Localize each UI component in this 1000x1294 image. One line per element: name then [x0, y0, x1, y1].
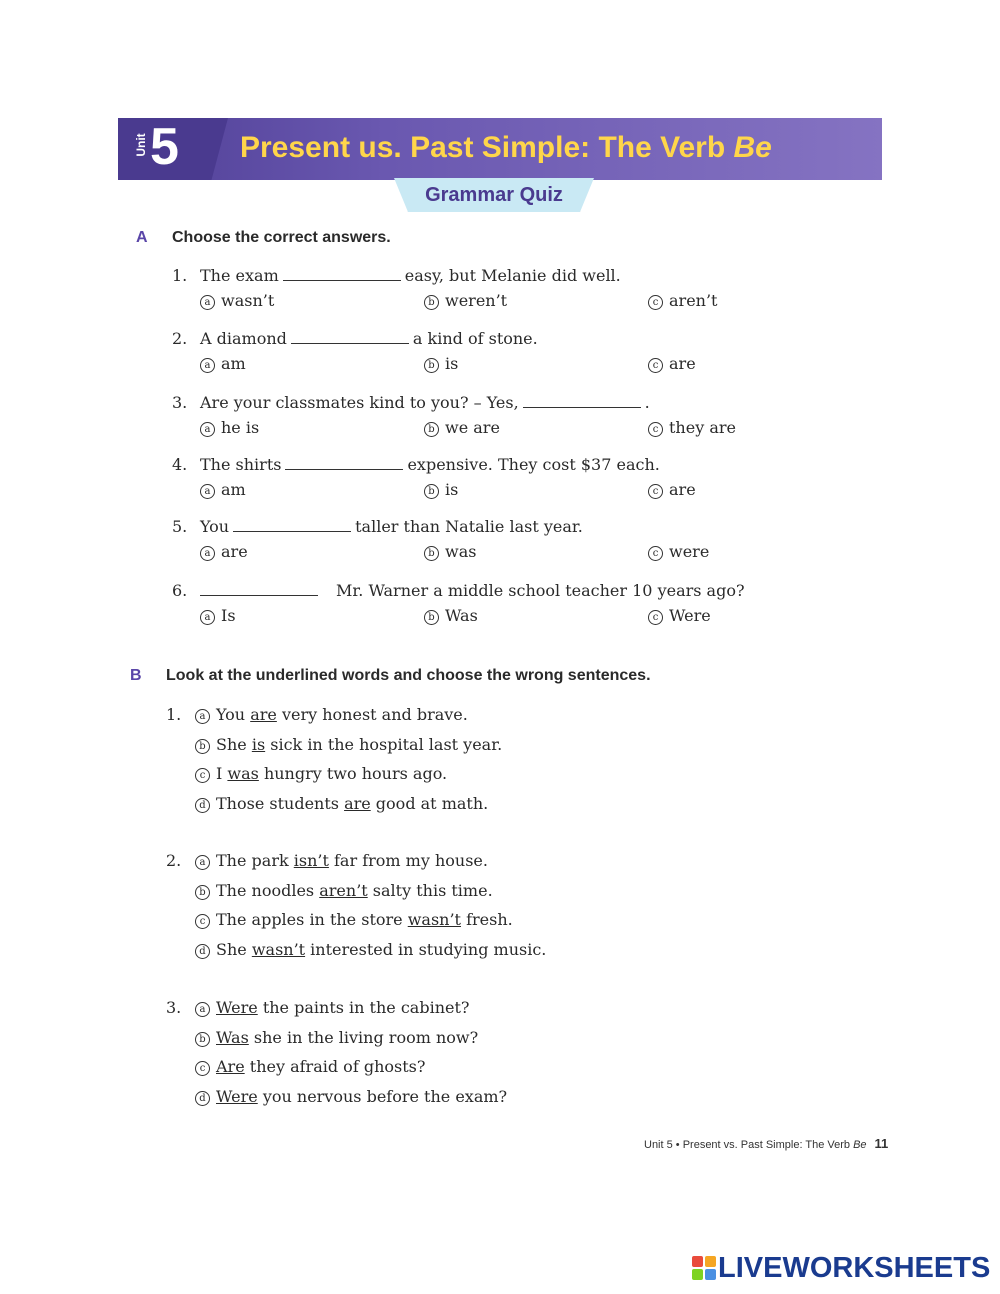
option-text: is [445, 480, 459, 499]
sentence-text: the paints in the cabinet? [257, 998, 470, 1017]
option-c [648, 605, 711, 627]
question-b-number: 1. [166, 705, 182, 724]
sentence-b [195, 880, 493, 902]
option-b [424, 479, 458, 501]
sentence-a [195, 997, 469, 1019]
underlined-word: Were [216, 1086, 258, 1106]
option-marker: c [195, 768, 210, 783]
option-a [200, 541, 248, 563]
option-text: am [221, 354, 246, 373]
underlined-word: wasn’t [251, 939, 306, 959]
option-marker: a [200, 358, 215, 373]
sentence-b [195, 1027, 478, 1049]
underlined-word: wasn’t [407, 910, 461, 929]
option-c [648, 417, 736, 439]
sentence-a [195, 850, 488, 872]
answer-blank [291, 329, 409, 344]
sentence-text: hungry two hours ago. [258, 764, 448, 783]
option-c [648, 290, 717, 312]
option-marker: b [195, 885, 210, 900]
sentence-text: salty this time. [367, 880, 493, 900]
option-marker: a [195, 709, 210, 724]
option-marker: a [195, 855, 210, 870]
underlined-word: isn’t [293, 851, 329, 870]
section-b-instruction: Look at the underlined words and choose the wrong sentences. [166, 667, 651, 684]
option-text: are [669, 354, 696, 373]
sentence-c [195, 763, 447, 785]
question-text-after: Mr. Warner a middle school teacher 10 years ago? [336, 581, 745, 600]
option-b [424, 353, 458, 375]
question-number: 5. [172, 517, 188, 536]
page-footer [644, 1136, 888, 1151]
question-text-before: A diamond [200, 329, 287, 348]
option-b [424, 605, 478, 627]
option-a [200, 290, 274, 312]
option-text: are [669, 480, 696, 499]
option-marker: d [195, 798, 210, 813]
question-b-number: 3. [166, 998, 182, 1017]
question-number: 2. [172, 329, 188, 348]
option-marker: d [195, 1091, 210, 1106]
footer-text: Unit 5 • Present vs. Past Simple: The Verb [644, 1139, 854, 1151]
underlined-word: aren’t [319, 880, 368, 900]
option-marker: b [424, 484, 439, 499]
option-marker: c [648, 358, 663, 373]
question-b-number: 2. [166, 851, 182, 870]
sentence-text: you nervous before the exam? [257, 1086, 508, 1106]
question-text-before: You [200, 517, 230, 536]
section-b-letter: B [130, 667, 142, 684]
question-text-after: taller than Natalie last year. [355, 517, 583, 536]
underlined-word: was [227, 764, 259, 783]
underlined-word: is [251, 734, 266, 754]
title-italic: Be [733, 131, 772, 164]
question-number: 6. [172, 581, 188, 600]
option-b [424, 290, 507, 312]
option-marker: c [195, 1061, 210, 1076]
option-marker: b [195, 1032, 210, 1047]
sentence-c [195, 1056, 425, 1078]
option-c [648, 353, 696, 375]
option-marker: c [648, 546, 663, 561]
option-marker: a [200, 546, 215, 561]
underlined-word: are [250, 705, 277, 724]
sentence-text: far from my house. [328, 851, 488, 870]
question-a-6 [172, 580, 745, 602]
sentence-text: they afraid of ghosts? [244, 1057, 426, 1076]
unit-number: 5 [150, 118, 179, 176]
footer-italic: Be [853, 1139, 867, 1151]
option-text: Was [445, 606, 478, 625]
sentence-text: The park [216, 851, 294, 870]
underlined-word: are [344, 793, 371, 813]
option-b [424, 417, 500, 439]
option-marker: c [195, 914, 210, 929]
unit-label: Unit [134, 133, 148, 157]
option-text: weren’t [445, 291, 508, 310]
option-marker: b [424, 295, 439, 310]
option-marker: b [424, 546, 439, 561]
option-text: Is [221, 606, 236, 625]
option-marker: b [424, 422, 439, 437]
question-text-after: expensive. They cost $37 each. [407, 455, 660, 474]
sentence-d [195, 793, 488, 815]
underlined-word: Were [216, 998, 258, 1017]
answer-blank [285, 455, 403, 470]
option-marker: a [200, 295, 215, 310]
option-marker: b [195, 739, 210, 754]
sentence-a [195, 704, 468, 726]
option-marker: a [195, 1002, 210, 1017]
sentence-text: I [216, 764, 228, 783]
sentence-d [195, 1086, 507, 1108]
sentence-b [195, 734, 502, 756]
question-a-2 [172, 328, 538, 350]
sentence-text: fresh. [460, 910, 513, 929]
option-text: were [669, 542, 710, 561]
section-a-letter: A [136, 229, 148, 246]
option-text: are [221, 542, 248, 561]
option-marker: c [648, 422, 663, 437]
option-marker: c [648, 484, 663, 499]
sentence-text: She [216, 939, 252, 959]
option-marker: d [195, 944, 210, 959]
sentence-text: The apples in the store [216, 910, 408, 929]
question-a-4 [172, 454, 660, 476]
liveworksheets-logo-text: LIVEWORKSHEETS [718, 1252, 991, 1284]
option-marker: a [200, 422, 215, 437]
question-text-after: easy, but Melanie did well. [404, 266, 621, 285]
option-marker: a [200, 610, 215, 625]
question-number: 3. [172, 393, 188, 412]
page-number: 11 [874, 1136, 889, 1151]
sentence-text: Those students [216, 793, 345, 813]
sentence-text: very honest and brave. [276, 705, 468, 724]
option-text: he is [221, 418, 260, 437]
option-marker: b [424, 358, 439, 373]
question-a-3 [172, 392, 650, 414]
option-marker: a [200, 484, 215, 499]
sentence-text: The noodles [216, 880, 320, 900]
answer-blank [200, 581, 318, 596]
option-a [200, 479, 246, 501]
underlined-word: Are [216, 1057, 245, 1076]
sentence-text: She [216, 734, 252, 754]
sentence-c [195, 909, 513, 931]
liveworksheets-logo-icon [692, 1256, 716, 1280]
option-text: they are [669, 418, 736, 437]
underlined-word: Was [216, 1027, 249, 1047]
option-c [648, 541, 709, 563]
question-number: 4. [172, 455, 188, 474]
sentence-text: good at math. [370, 793, 489, 813]
option-b [424, 541, 476, 563]
option-marker: c [648, 295, 663, 310]
option-marker: c [648, 610, 663, 625]
option-marker: b [424, 610, 439, 625]
option-text: Were [669, 606, 711, 625]
title-text: Present us. Past Simple: The Verb [240, 131, 734, 164]
question-a-5 [172, 516, 583, 538]
option-text: aren’t [669, 291, 718, 310]
quiz-tab-label: Grammar Quiz [425, 184, 563, 206]
option-a [200, 417, 259, 439]
answer-blank [233, 517, 351, 532]
question-number: 1. [172, 266, 188, 285]
option-c [648, 479, 696, 501]
answer-blank [523, 393, 641, 408]
option-a [200, 353, 246, 375]
answer-blank [283, 266, 401, 281]
section-a-instruction: Choose the correct answers. [172, 229, 391, 246]
option-text: is [445, 354, 459, 373]
option-a [200, 605, 236, 627]
question-text-before: The exam [200, 266, 279, 285]
option-text: we are [445, 418, 500, 437]
page-title [240, 128, 772, 168]
question-text-before: Are your classmates kind to you? – Yes, [200, 393, 519, 412]
option-text: wasn’t [221, 291, 275, 310]
sentence-text: sick in the hospital last year. [265, 734, 503, 754]
sentence-d [195, 939, 546, 961]
option-text: was [445, 542, 477, 561]
question-a-1 [172, 265, 621, 287]
question-text-after: a kind of stone. [412, 329, 538, 348]
sentence-text: You [216, 705, 251, 724]
option-text: am [221, 480, 246, 499]
sentence-text: she in the living room now? [248, 1027, 479, 1047]
question-text-before: The shirts [200, 455, 282, 474]
sentence-text: interested in studying music. [305, 939, 547, 959]
question-text-after: . [644, 393, 650, 412]
